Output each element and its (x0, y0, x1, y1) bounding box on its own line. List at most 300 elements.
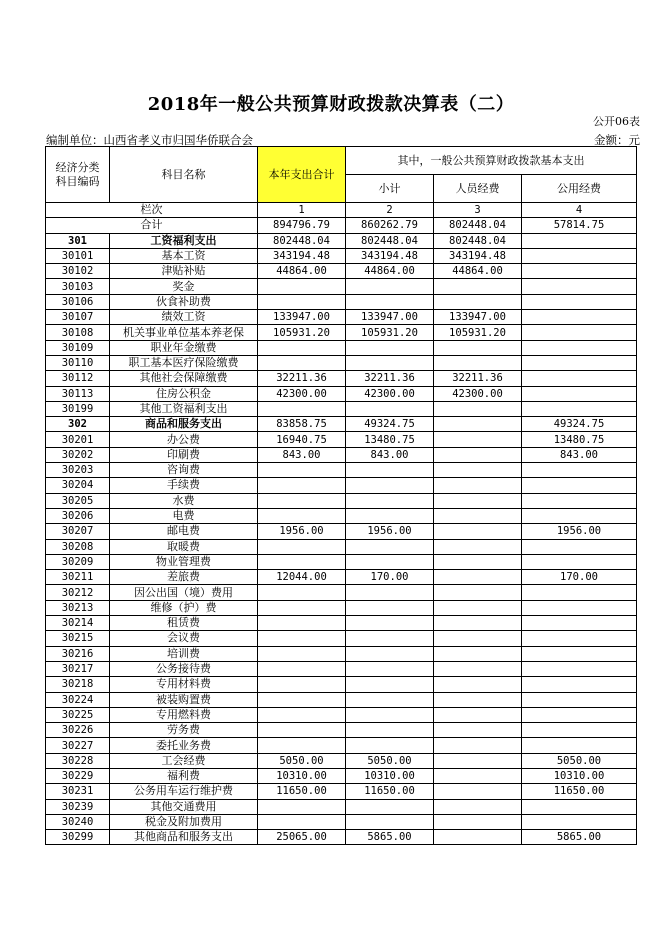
row-code: 30226 (46, 723, 110, 738)
row-total: 894796.79 (258, 218, 346, 233)
row-code: 30218 (46, 677, 110, 692)
row-personnel (434, 661, 522, 676)
table-row (46, 355, 637, 370)
row-public: 49324.75 (522, 417, 637, 432)
table-row (46, 738, 637, 753)
row-public (522, 508, 637, 523)
header-public: 公用经费 (522, 175, 637, 203)
row-subtotal (346, 631, 434, 646)
row-name: 专用燃料费 (110, 707, 258, 722)
row-code: 30109 (46, 340, 110, 355)
row-code: 30112 (46, 371, 110, 386)
row-personnel (434, 570, 522, 585)
row-total: 843.00 (258, 447, 346, 462)
row-total (258, 539, 346, 554)
table-row (46, 631, 637, 646)
row-personnel (434, 830, 522, 845)
row-name: 津贴补贴 (110, 264, 258, 279)
row-public (522, 325, 637, 340)
header-subtotal: 小计 (346, 175, 434, 203)
row-code: 30204 (46, 478, 110, 493)
table-row (46, 310, 637, 325)
row-subtotal (346, 493, 434, 508)
row-subtotal (346, 692, 434, 707)
row-name: 工会经费 (110, 753, 258, 768)
row-personnel (434, 417, 522, 432)
row-code: 30214 (46, 616, 110, 631)
row-personnel (434, 539, 522, 554)
row-subtotal (346, 677, 434, 692)
row-total (258, 814, 346, 829)
row-name: 被装购置费 (110, 692, 258, 707)
row-name: 差旅费 (110, 570, 258, 585)
row-personnel: 42300.00 (434, 386, 522, 401)
table-row (46, 508, 637, 523)
row-public (522, 355, 637, 370)
row-subtotal (346, 463, 434, 478)
table-row (46, 707, 637, 722)
row-subtotal: 170.00 (346, 570, 434, 585)
row-personnel: 32211.36 (434, 371, 522, 386)
table-row (46, 264, 637, 279)
row-code: 30203 (46, 463, 110, 478)
row-public (522, 799, 637, 814)
table-row (46, 646, 637, 661)
row-code: 30216 (46, 646, 110, 661)
row-total (258, 355, 346, 370)
row-subtotal (346, 508, 434, 523)
row-subtotal (346, 646, 434, 661)
row-personnel (434, 707, 522, 722)
row-name: 电费 (110, 508, 258, 523)
row-code: 30202 (46, 447, 110, 462)
row-subtotal (346, 355, 434, 370)
row-name: 税金及附加费用 (110, 814, 258, 829)
row-subtotal (346, 616, 434, 631)
row-total (258, 585, 346, 600)
table-row (46, 233, 637, 248)
row-public (522, 707, 637, 722)
row-personnel (434, 738, 522, 753)
row-personnel: 343194.48 (434, 248, 522, 263)
row-subtotal (346, 294, 434, 309)
row-personnel: 105931.20 (434, 325, 522, 340)
row-total: 133947.00 (258, 310, 346, 325)
column-index-3: 3 (434, 203, 522, 218)
row-name: 其他工资福利支出 (110, 401, 258, 416)
row-personnel (434, 616, 522, 631)
row-name: 福利费 (110, 768, 258, 783)
row-code: 30215 (46, 631, 110, 646)
row-personnel: 133947.00 (434, 310, 522, 325)
row-subtotal: 5050.00 (346, 753, 434, 768)
table-row (46, 723, 637, 738)
row-total (258, 401, 346, 416)
table-row (46, 493, 637, 508)
row-personnel (434, 463, 522, 478)
row-subtotal: 802448.04 (346, 233, 434, 248)
row-public (522, 554, 637, 569)
row-total (258, 340, 346, 355)
row-total: 44864.00 (258, 264, 346, 279)
table-row (46, 478, 637, 493)
row-code: 30299 (46, 830, 110, 845)
row-name: 基本工资 (110, 248, 258, 263)
row-subtotal (346, 340, 434, 355)
row-public: 11650.00 (522, 784, 637, 799)
row-personnel (434, 524, 522, 539)
row-personnel (434, 723, 522, 738)
row-total (258, 478, 346, 493)
row-public: 13480.75 (522, 432, 637, 447)
row-subtotal: 105931.20 (346, 325, 434, 340)
row-total (258, 508, 346, 523)
table-row (46, 830, 637, 845)
table-row (46, 570, 637, 585)
row-code: 30231 (46, 784, 110, 799)
row-personnel (434, 493, 522, 508)
row-code: 301 (46, 233, 110, 248)
row-name: 工资福利支出 (110, 233, 258, 248)
row-total: 11650.00 (258, 784, 346, 799)
row-name: 商品和服务支出 (110, 417, 258, 432)
table-row (46, 248, 637, 263)
header-personnel: 人员经费 (434, 175, 522, 203)
table-row (46, 417, 637, 432)
row-personnel (434, 294, 522, 309)
row-public (522, 738, 637, 753)
row-name: 公务用车运行维护费 (110, 784, 258, 799)
row-subtotal: 133947.00 (346, 310, 434, 325)
row-total (258, 723, 346, 738)
row-personnel (434, 340, 522, 355)
row-subtotal: 42300.00 (346, 386, 434, 401)
row-code: 30108 (46, 325, 110, 340)
row-subtotal: 11650.00 (346, 784, 434, 799)
row-public: 1956.00 (522, 524, 637, 539)
row-public (522, 340, 637, 355)
row-name: 其他社会保障缴费 (110, 371, 258, 386)
row-subtotal (346, 723, 434, 738)
row-total: 42300.00 (258, 386, 346, 401)
row-total (258, 677, 346, 692)
row-total (258, 493, 346, 508)
row-public (522, 677, 637, 692)
row-subtotal: 10310.00 (346, 768, 434, 783)
row-code: 302 (46, 417, 110, 432)
row-personnel: 44864.00 (434, 264, 522, 279)
table-row (46, 616, 637, 631)
row-subtotal: 343194.48 (346, 248, 434, 263)
row-total: 16940.75 (258, 432, 346, 447)
row-code: 30199 (46, 401, 110, 416)
row-name: 水费 (110, 493, 258, 508)
row-code: 30224 (46, 692, 110, 707)
row-code: 30206 (46, 508, 110, 523)
row-code: 30240 (46, 814, 110, 829)
row-subtotal (346, 738, 434, 753)
table-row (46, 340, 637, 355)
row-name: 专用材料费 (110, 677, 258, 692)
row-code: 30211 (46, 570, 110, 585)
header-row-1 (46, 147, 637, 175)
column-index-2: 2 (346, 203, 434, 218)
table-row (46, 218, 637, 233)
table-row (46, 585, 637, 600)
row-subtotal (346, 478, 434, 493)
table-row (46, 539, 637, 554)
row-public (522, 661, 637, 676)
header-code: 经济分类 科目编码 (46, 147, 110, 203)
row-subtotal (346, 539, 434, 554)
row-personnel (434, 677, 522, 692)
row-personnel: 802448.04 (434, 233, 522, 248)
header-total: 本年支出合计 (258, 147, 346, 203)
row-personnel (434, 508, 522, 523)
header-name: 科目名称 (110, 147, 258, 203)
header-group: 其中，一般公共预算财政拨款基本支出 (346, 147, 637, 175)
row-code: 30102 (46, 264, 110, 279)
row-personnel (434, 768, 522, 783)
row-total (258, 631, 346, 646)
row-total: 10310.00 (258, 768, 346, 783)
row-personnel (434, 692, 522, 707)
row-code: 30106 (46, 294, 110, 309)
row-code: 30208 (46, 539, 110, 554)
row-public (522, 493, 637, 508)
row-public (522, 264, 637, 279)
row-public (522, 692, 637, 707)
row-total: 25065.00 (258, 830, 346, 845)
row-total: 802448.04 (258, 233, 346, 248)
row-total: 1956.00 (258, 524, 346, 539)
table-row (46, 600, 637, 615)
row-code: 30217 (46, 661, 110, 676)
column-index-row (46, 203, 637, 218)
row-personnel (434, 355, 522, 370)
row-name: 职业年金缴费 (110, 340, 258, 355)
row-public (522, 248, 637, 263)
row-subtotal (346, 401, 434, 416)
row-public: 843.00 (522, 447, 637, 462)
row-total (258, 279, 346, 294)
row-public: 5865.00 (522, 830, 637, 845)
row-name: 奖金 (110, 279, 258, 294)
row-public (522, 386, 637, 401)
row-public (522, 723, 637, 738)
row-total: 32211.36 (258, 371, 346, 386)
row-code: 30229 (46, 768, 110, 783)
row-name: 租赁费 (110, 616, 258, 631)
row-public (522, 463, 637, 478)
row-subtotal: 44864.00 (346, 264, 434, 279)
row-public (522, 585, 637, 600)
row-code: 30113 (46, 386, 110, 401)
row-total: 343194.48 (258, 248, 346, 263)
row-personnel (434, 447, 522, 462)
column-index-4: 4 (522, 203, 637, 218)
table-row (46, 432, 637, 447)
row-code: 30205 (46, 493, 110, 508)
row-public (522, 279, 637, 294)
row-public (522, 631, 637, 646)
row-personnel: 802448.04 (434, 218, 522, 233)
row-name: 绩效工资 (110, 310, 258, 325)
row-total: 5050.00 (258, 753, 346, 768)
row-subtotal (346, 707, 434, 722)
row-personnel (434, 814, 522, 829)
row-code: 30239 (46, 799, 110, 814)
row-public: 5050.00 (522, 753, 637, 768)
row-code: 30201 (46, 432, 110, 447)
row-public (522, 616, 637, 631)
row-public (522, 310, 637, 325)
table-row (46, 554, 637, 569)
row-code: 30101 (46, 248, 110, 263)
table-row (46, 279, 637, 294)
row-name: 委托业务费 (110, 738, 258, 753)
row-name: 职工基本医疗保险缴费 (110, 355, 258, 370)
table-row (46, 753, 637, 768)
row-personnel (434, 784, 522, 799)
row-total (258, 554, 346, 569)
row-personnel (434, 478, 522, 493)
row-total (258, 661, 346, 676)
row-code: 30225 (46, 707, 110, 722)
row-public (522, 233, 637, 248)
table-row (46, 386, 637, 401)
row-total (258, 600, 346, 615)
row-public (522, 646, 637, 661)
row-name: 手续费 (110, 478, 258, 493)
row-name: 印刷费 (110, 447, 258, 462)
table-row (46, 799, 637, 814)
row-public: 170.00 (522, 570, 637, 585)
row-name: 劳务费 (110, 723, 258, 738)
row-name: 办公费 (110, 432, 258, 447)
table-row (46, 814, 637, 829)
row-personnel (434, 554, 522, 569)
row-name: 机关事业单位基本养老保 (110, 325, 258, 340)
row-name: 其他交通费用 (110, 799, 258, 814)
table-row (46, 463, 637, 478)
row-public: 10310.00 (522, 768, 637, 783)
row-total (258, 646, 346, 661)
row-name: 因公出国（境）费用 (110, 585, 258, 600)
row-name: 培训费 (110, 646, 258, 661)
row-subtotal: 1956.00 (346, 524, 434, 539)
column-index-1: 1 (258, 203, 346, 218)
amount-unit: 金额：元 (594, 133, 640, 147)
table-row (46, 524, 637, 539)
row-code: 30227 (46, 738, 110, 753)
table-row (46, 768, 637, 783)
row-personnel (434, 753, 522, 768)
row-personnel (434, 279, 522, 294)
row-name: 公务接待费 (110, 661, 258, 676)
table-row (46, 677, 637, 692)
row-code: 30207 (46, 524, 110, 539)
row-code: 30107 (46, 310, 110, 325)
row-personnel (434, 646, 522, 661)
table-row (46, 371, 637, 386)
table-row (46, 784, 637, 799)
row-code: 30209 (46, 554, 110, 569)
table-row (46, 661, 637, 676)
row-name: 伙食补助费 (110, 294, 258, 309)
row-personnel (434, 799, 522, 814)
row-public (522, 478, 637, 493)
table-row (46, 692, 637, 707)
row-name: 会议费 (110, 631, 258, 646)
row-subtotal (346, 585, 434, 600)
row-name: 合计 (46, 218, 258, 233)
reporting-unit: 编制单位：山西省孝义市归国华侨联合会 (46, 133, 253, 147)
column-index-label: 栏次 (46, 203, 258, 218)
row-total: 105931.20 (258, 325, 346, 340)
row-name: 取暖费 (110, 539, 258, 554)
row-public (522, 371, 637, 386)
row-subtotal (346, 600, 434, 615)
row-subtotal: 843.00 (346, 447, 434, 462)
row-personnel (434, 401, 522, 416)
row-subtotal (346, 554, 434, 569)
row-name: 其他商品和服务支出 (110, 830, 258, 845)
budget-table (45, 146, 637, 845)
row-subtotal: 49324.75 (346, 417, 434, 432)
table-row (46, 294, 637, 309)
row-subtotal: 860262.79 (346, 218, 434, 233)
form-number: 公开06表 (593, 115, 640, 128)
row-name: 邮电费 (110, 524, 258, 539)
table-row (46, 447, 637, 462)
row-total (258, 463, 346, 478)
row-subtotal (346, 279, 434, 294)
row-total (258, 692, 346, 707)
row-name: 维修（护）费 (110, 600, 258, 615)
row-subtotal: 13480.75 (346, 432, 434, 447)
row-name: 物业管理费 (110, 554, 258, 569)
row-code: 30228 (46, 753, 110, 768)
row-total (258, 616, 346, 631)
row-code: 30103 (46, 279, 110, 294)
table-row (46, 325, 637, 340)
row-code: 30110 (46, 355, 110, 370)
row-public (522, 401, 637, 416)
report-title: 2018年一般公共预算财政拨款决算表（二） (147, 94, 515, 115)
row-total (258, 738, 346, 753)
row-personnel (434, 585, 522, 600)
table-row (46, 401, 637, 416)
row-total (258, 799, 346, 814)
row-personnel (434, 631, 522, 646)
row-subtotal (346, 661, 434, 676)
row-subtotal: 32211.36 (346, 371, 434, 386)
row-personnel (434, 432, 522, 447)
row-subtotal (346, 814, 434, 829)
row-public (522, 539, 637, 554)
row-public: 57814.75 (522, 218, 637, 233)
row-total: 12044.00 (258, 570, 346, 585)
row-personnel (434, 600, 522, 615)
row-name: 住房公积金 (110, 386, 258, 401)
row-public (522, 600, 637, 615)
row-public (522, 814, 637, 829)
row-total: 83858.75 (258, 417, 346, 432)
row-public (522, 294, 637, 309)
row-code: 30213 (46, 600, 110, 615)
row-name: 咨询费 (110, 463, 258, 478)
